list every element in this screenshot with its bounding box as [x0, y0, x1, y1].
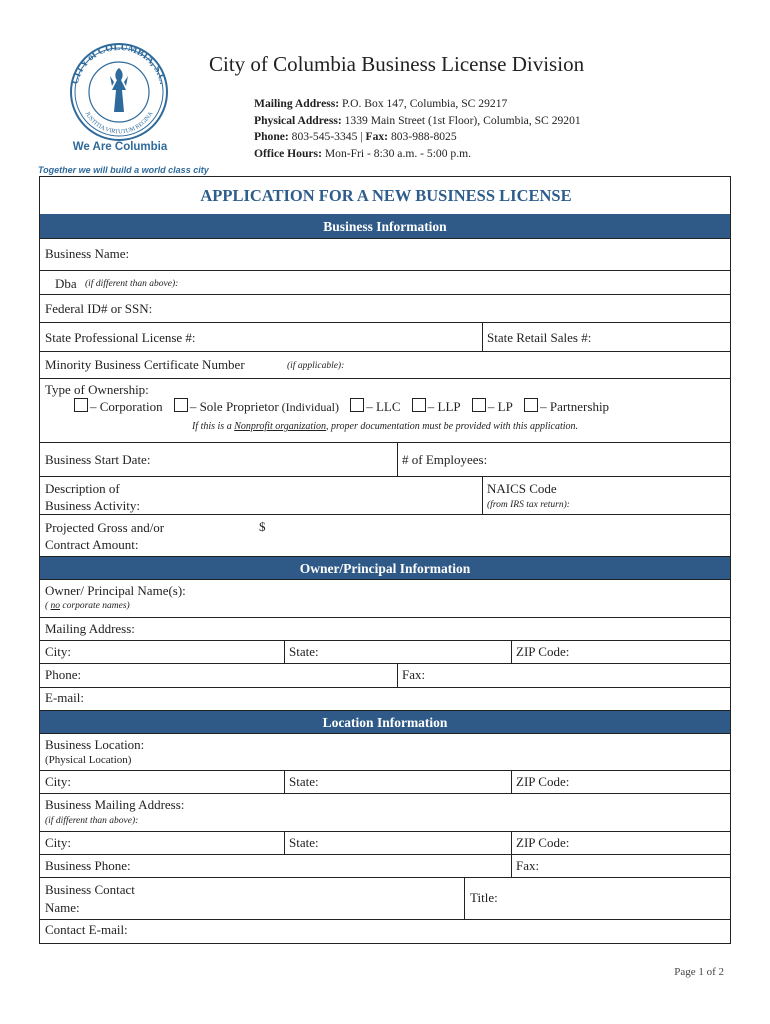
mailing-zip-label: ZIP Code: [516, 835, 570, 850]
owner-names-field[interactable] [40, 580, 730, 618]
business-contact-name-field[interactable] [40, 878, 464, 919]
physical-location-note: (Physical Location) [45, 754, 132, 766]
office-hours-label: Office Hours: [254, 146, 322, 160]
corporation-label: – Corporation [90, 399, 163, 414]
mailing-address-value: P.O. Box 147, Columbia, SC 29217 [339, 97, 508, 110]
nonprofit-note-post: , proper documentation must be provided with this application. [325, 421, 579, 432]
employees-label: # of Employees: [402, 452, 488, 467]
lp-label: – LP [487, 399, 513, 414]
contact-title-label: Title: [470, 890, 498, 905]
division-title: City of Columbia Business License Division [209, 52, 585, 76]
ownership-type-label: Type of Ownership: [45, 382, 149, 397]
physical-address-value: 1339 Main Street (1st Floor), Columbia, SC 29201 [341, 113, 581, 127]
naics-code-note: (from IRS tax return): [487, 500, 570, 510]
physical-address-label: Physical Address: [254, 113, 342, 127]
sole-proprietor-note: (Individual) [278, 400, 339, 414]
lp-checkbox[interactable] [472, 398, 486, 412]
employees-field[interactable] [397, 443, 730, 476]
location-city-label: City: [45, 774, 72, 789]
location-city-row [40, 771, 730, 794]
owner-note-pre: ( [45, 601, 51, 611]
dba-field[interactable] [40, 271, 730, 295]
minority-certificate-label: Minority Business Certificate Number [45, 357, 245, 372]
business-mailing-address-field[interactable] [40, 794, 730, 832]
owner-note-no: no [50, 601, 61, 611]
partnership-checkbox[interactable] [524, 398, 538, 412]
seal-ring-bottom-text: JUSTITIA VIRTUTUM REGINA [83, 110, 155, 136]
gross-amount-label-line2: Contract Amount: [45, 537, 139, 552]
business-phone-row [40, 855, 730, 878]
contact-email-label: Contact E-mail: [45, 922, 128, 937]
gross-amount-label-line1: Projected Gross and/or [45, 520, 165, 535]
state-retail-sales-label: State Retail Sales #: [487, 330, 592, 345]
office-hours-value: Mon-Fri - 8:30 a.m. - 5:00 p.m. [321, 146, 472, 160]
owner-state-label: State: [289, 644, 319, 659]
option-sole-proprietor[interactable] [174, 399, 339, 414]
gross-amount-label [45, 519, 164, 553]
nonprofit-note [40, 421, 730, 432]
mailing-state-field[interactable] [284, 832, 511, 854]
partnership-label: – Partnership [540, 399, 610, 414]
owner-city-field[interactable] [40, 641, 284, 663]
option-llc[interactable] [350, 399, 400, 414]
dba-note: (if different than above): [85, 279, 179, 289]
business-start-date-field[interactable] [40, 443, 397, 476]
business-phone-field[interactable] [40, 855, 511, 877]
contact-info-block [254, 96, 581, 162]
contact-row [40, 878, 730, 920]
business-contact-name-label [45, 881, 135, 917]
owner-names-note [45, 601, 130, 611]
owner-note-post: corporate names) [60, 601, 130, 611]
license-row [40, 323, 730, 352]
business-activity-field[interactable] [40, 477, 482, 514]
business-location-field[interactable] [40, 734, 730, 771]
page-number: Page 1 of 2 [674, 966, 724, 978]
dollar-sign: $ [259, 519, 266, 534]
section-business-information: Business Information [40, 214, 730, 239]
business-phone-label: Business Phone: [45, 858, 131, 873]
federal-id-field[interactable] [40, 295, 730, 323]
business-activity-label [45, 480, 140, 514]
description-row [40, 477, 730, 515]
start-date-row [40, 443, 730, 477]
owner-mailing-address-label: Mailing Address: [45, 621, 135, 636]
business-mailing-address-label: Business Mailing Address: [45, 797, 185, 812]
section-owner-information: Owner/Principal Information [40, 556, 730, 580]
contact-label-line2: Name: [45, 900, 80, 915]
llp-label: – LLP [427, 399, 461, 414]
gross-amount-field[interactable] [40, 515, 730, 556]
minority-certificate-note: (if applicable): [287, 361, 345, 371]
naics-code-label: NAICS Code [487, 481, 557, 496]
owner-state-field[interactable] [284, 641, 511, 663]
mailing-city-label: City: [45, 835, 72, 850]
state-professional-license-label: State Professional License #: [45, 330, 196, 345]
llc-checkbox[interactable] [350, 398, 364, 412]
naics-code-field[interactable] [482, 477, 730, 514]
section-location-information: Location Information [40, 710, 730, 734]
nonprofit-note-pre: If this is a [191, 421, 235, 432]
corporation-checkbox[interactable] [74, 398, 88, 412]
owner-email-label: E-mail: [45, 690, 84, 705]
option-corporation[interactable] [74, 399, 163, 414]
sole-proprietor-checkbox[interactable] [174, 398, 188, 412]
phone-label: Phone: [254, 130, 289, 143]
owner-fax-field[interactable] [397, 664, 730, 687]
contact-title-field[interactable] [464, 878, 730, 919]
option-partnership[interactable] [524, 399, 609, 414]
logo-slogan: Together we will build a world class city [38, 165, 209, 175]
owner-phone-field[interactable] [40, 664, 397, 687]
sole-proprietor-label: – Sole Proprietor [189, 399, 279, 414]
owner-fax-label: Fax: [402, 667, 426, 682]
business-fax-field[interactable] [511, 855, 730, 877]
state-professional-license-field[interactable] [40, 323, 482, 351]
business-mailing-note: (if different than above): [45, 816, 139, 826]
option-llp[interactable] [412, 399, 461, 414]
owner-names-label: Owner/ Principal Name(s): [45, 583, 186, 598]
owner-city-row [40, 641, 730, 664]
owner-phone-label: Phone: [45, 667, 82, 682]
business-start-date-label: Business Start Date: [45, 452, 151, 467]
ownership-options [74, 398, 617, 415]
nonprofit-note-link: Nonprofit organization [234, 421, 326, 432]
location-city-field[interactable] [40, 771, 284, 793]
owner-city-label: City: [45, 644, 72, 659]
business-activity-label-line2: Business Activity: [45, 498, 140, 513]
federal-id-label: Federal ID# or SSN: [45, 301, 153, 316]
mailing-city-field[interactable] [40, 832, 284, 854]
business-name-field[interactable] [40, 239, 730, 271]
owner-email-field[interactable] [40, 688, 730, 710]
location-state-label: State: [289, 774, 319, 789]
fax-value: 803-988-8025 [388, 130, 457, 143]
contact-label-line1: Business Contact [45, 882, 135, 897]
business-activity-label-line1: Description of [45, 481, 120, 496]
mailing-state-label: State: [289, 835, 319, 850]
application-title: APPLICATION FOR A NEW BUSINESS LICENSE [200, 186, 572, 205]
phone-value: 803-545-3345 | [288, 130, 366, 143]
mailing-address-label: Mailing Address: [254, 97, 340, 110]
owner-mailing-address-field[interactable] [40, 618, 730, 641]
location-state-field[interactable] [284, 771, 511, 793]
state-retail-sales-field[interactable] [482, 323, 730, 351]
business-location-label: Business Location: [45, 737, 145, 752]
llp-checkbox[interactable] [412, 398, 426, 412]
location-zip-field[interactable] [511, 771, 730, 793]
option-lp[interactable] [472, 399, 513, 414]
business-fax-label: Fax: [516, 858, 540, 873]
seal-ring-top-text: CITY of COLUMBIA, S.C. [69, 42, 169, 86]
logo-tagline: We Are Columbia [72, 141, 168, 153]
fax-label: Fax: [365, 130, 389, 143]
owner-phone-row [40, 664, 730, 688]
location-zip-label: ZIP Code: [516, 774, 570, 789]
minority-certificate-field[interactable] [40, 352, 730, 379]
ownership-type-row [40, 379, 730, 443]
mailing-city-row [40, 832, 730, 855]
dba-label: Dba [55, 276, 77, 291]
owner-zip-field[interactable] [511, 641, 730, 663]
owner-zip-label: ZIP Code: [516, 644, 570, 659]
business-name-label: Business Name: [45, 246, 130, 261]
llc-label: – LLC [366, 399, 401, 414]
mailing-zip-field[interactable] [511, 832, 730, 854]
contact-email-field[interactable] [40, 920, 730, 943]
